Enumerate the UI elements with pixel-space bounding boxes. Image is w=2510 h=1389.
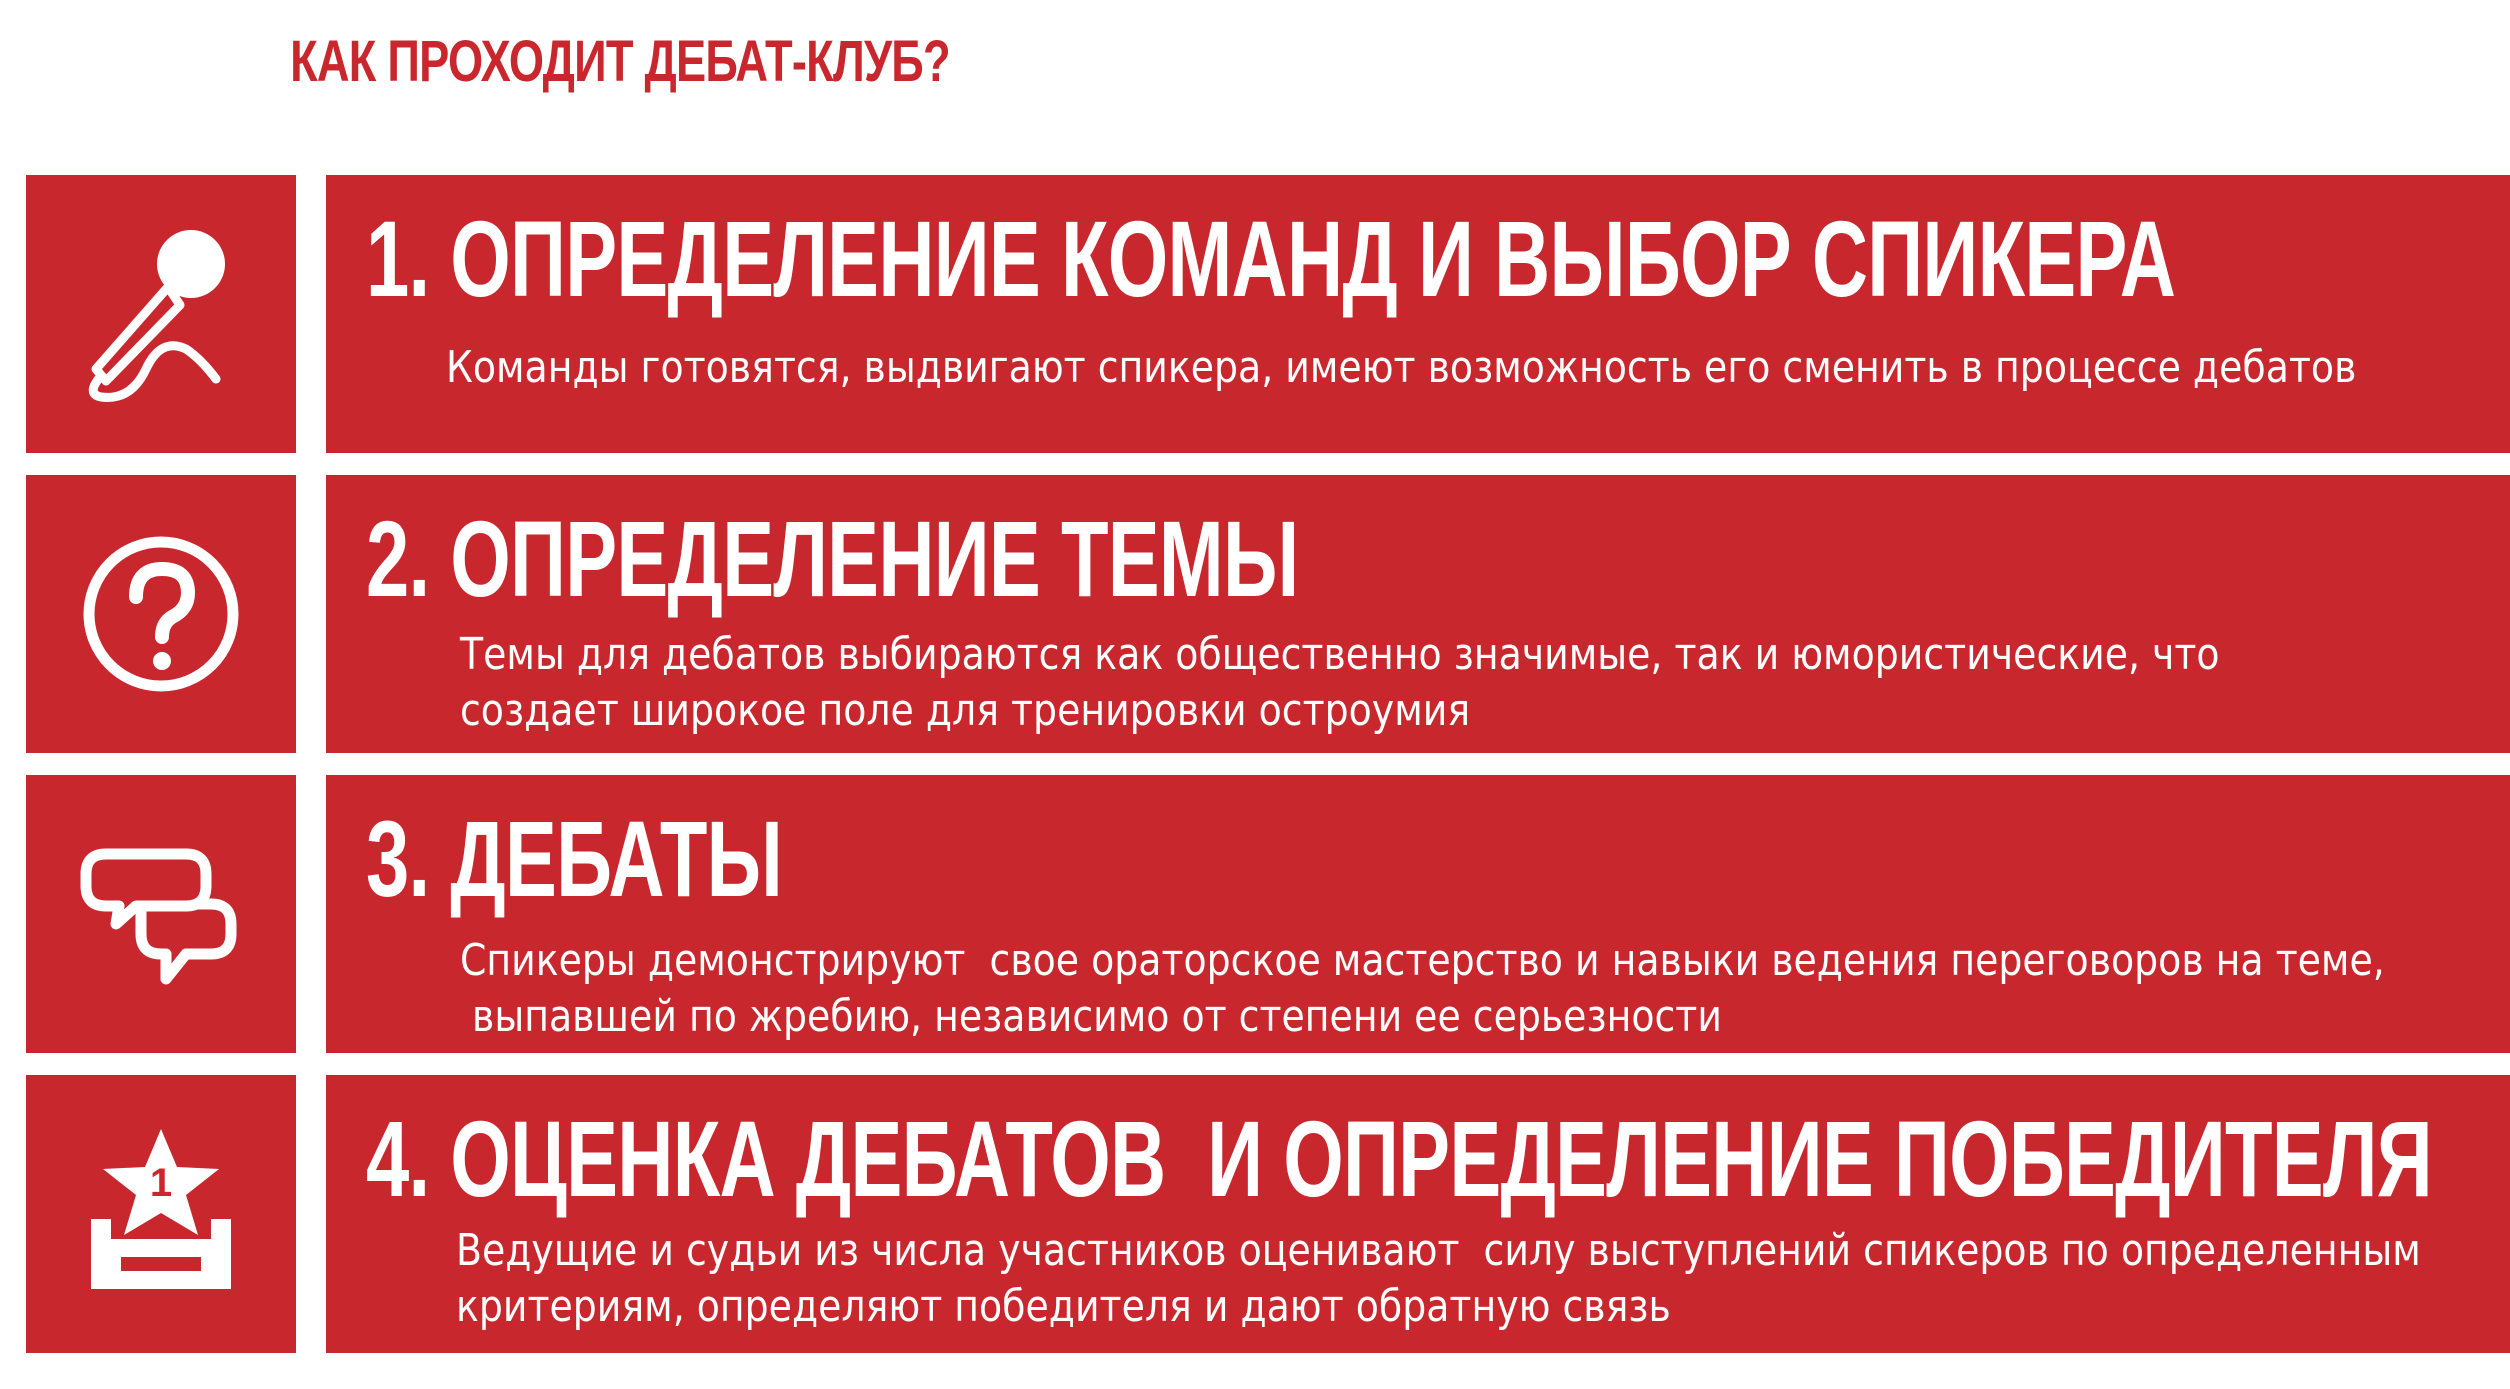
step-icon-box-4 (26, 1075, 296, 1353)
step-content-1 (326, 175, 2510, 453)
step-row-3 (26, 775, 2510, 1053)
step-description-4 (456, 1223, 2421, 1335)
step-row-4 (26, 1075, 2510, 1353)
step-content-3 (326, 775, 2510, 1053)
step-description-2 (460, 627, 2220, 739)
step-icon-box-1 (26, 175, 296, 453)
award-badge-number: 1 (149, 1161, 173, 1205)
question-circle-icon (76, 529, 246, 699)
step-description-3 (460, 933, 2385, 1045)
step-title-3: 3. ДЕБАТЫ (366, 798, 783, 919)
star-award-icon (71, 1119, 251, 1309)
step-description-1 (446, 340, 2356, 396)
chat-bubbles-icon (71, 824, 251, 1004)
step-title-1: 1. ОПРЕДЕЛЕНИЕ КОМАНД И ВЫБОР СПИКЕРА (366, 198, 2176, 319)
step-description-line: критериям, определяют победителя и дают обратную связь (456, 1281, 1671, 1332)
step-description-line: Спикеры демонстрируют свое ораторское мастерство и навыки ведения переговоров на теме, (460, 935, 2385, 986)
step-description-line: создает широкое поле для тренировки остроумия (460, 685, 1471, 736)
page-title: КАК ПРОХОДИТ ДЕБАТ-КЛУБ? (290, 29, 950, 94)
step-content-4 (326, 1075, 2510, 1353)
step-icon-box-2 (26, 475, 296, 753)
step-title-4: 4. ОЦЕНКА ДЕБАТОВ И ОПРЕДЕЛЕНИЕ ПОБЕДИТЕЛЯ (366, 1098, 2432, 1219)
step-row-1 (26, 175, 2510, 453)
step-icon-box-3 (26, 775, 296, 1053)
step-description-line: Команды готовятся, выдвигают спикера, имеют возможность его сменить в процессе дебатов (446, 342, 2357, 393)
step-content-2 (326, 475, 2510, 753)
step-title-2: 2. ОПРЕДЕЛЕНИЕ ТЕМЫ (366, 498, 1299, 619)
step-description-line: выпавшей по жребию, независимо от степени ее серьезности (460, 991, 1722, 1042)
step-description-line: Ведущие и судьи из числа участников оценивают силу выступлений спикеров по определенным (456, 1225, 2421, 1276)
microphone-icon (76, 219, 246, 409)
step-row-2 (26, 475, 2510, 753)
step-description-line: Темы для дебатов выбираются как общественно значимые, так и юмористические, что (460, 629, 2220, 680)
